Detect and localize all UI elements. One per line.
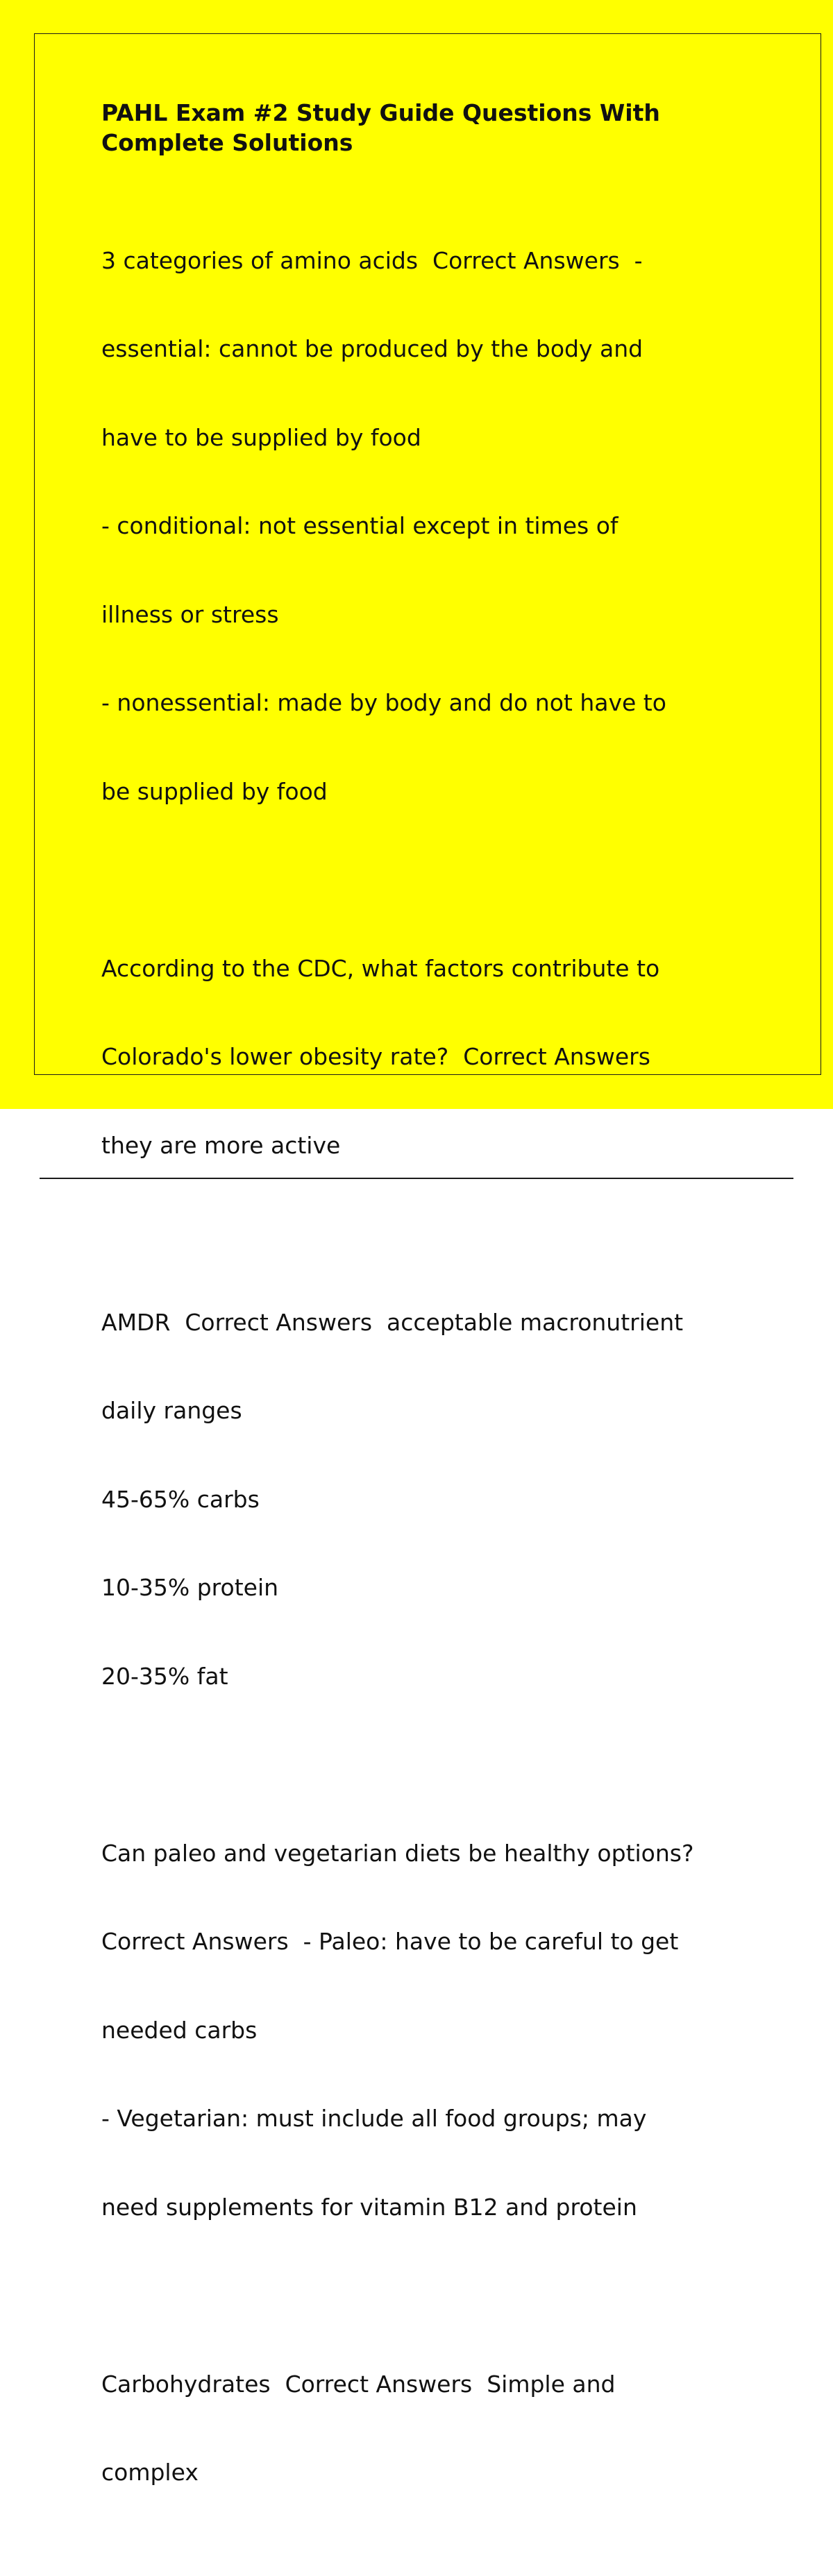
qa-item-cdc-colorado xyxy=(101,895,768,1220)
qa-line: AMDR Correct Answers acceptable macronutrient xyxy=(101,1308,684,1336)
qa-line: 45-65% carbs xyxy=(101,1485,260,1513)
qa-line: Colorado's lower obesity rate? Correct Answers xyxy=(101,1043,650,1070)
study-guide-content xyxy=(101,99,768,2576)
qa-line: Can paleo and vegetarian diets be healthy options? xyxy=(101,1839,694,1867)
qa-line: According to the CDC, what factors contribute to xyxy=(101,954,660,982)
qa-line: complex xyxy=(101,2459,199,2486)
qa-item-amdr xyxy=(101,1249,768,1751)
document-title xyxy=(101,99,768,158)
qa-line: they are more active xyxy=(101,1131,341,1159)
qa-line: needed carbs xyxy=(101,2016,258,2044)
qa-line: illness or stress xyxy=(101,600,279,628)
qa-line: - nonessential: made by body and do not have to xyxy=(101,689,666,716)
qa-line: 3 categories of amino acids Correct Answers - xyxy=(101,246,643,274)
qa-line: Correct Answers - Paleo: have to be careful to get xyxy=(101,1928,679,1955)
title-line: Complete Solutions xyxy=(101,128,353,156)
qa-line: have to be supplied by food xyxy=(101,423,421,451)
qa-item-amino-acids xyxy=(101,187,768,866)
qa-line: essential: cannot be produced by the body and xyxy=(101,335,643,362)
qa-line: - conditional: not essential except in times of xyxy=(101,512,619,539)
qa-line: be supplied by food xyxy=(101,777,328,805)
qa-line: 20-35% fat xyxy=(101,1662,228,1690)
qa-item-paleo-vegetarian xyxy=(101,1780,768,2282)
qa-line: - Vegetarian: must include all food groups; may xyxy=(101,2105,647,2132)
title-line: PAHL Exam #2 Study Guide Questions With xyxy=(101,99,660,126)
qa-line: 10-35% protein xyxy=(101,1574,279,1601)
qa-item-carbohydrates xyxy=(101,2311,768,2547)
qa-line: need supplements for vitamin B12 and protein xyxy=(101,2193,637,2221)
qa-line: daily ranges xyxy=(101,1397,242,1424)
footer-divider xyxy=(40,1178,793,1179)
qa-line: Carbohydrates Correct Answers Simple and xyxy=(101,2370,616,2398)
